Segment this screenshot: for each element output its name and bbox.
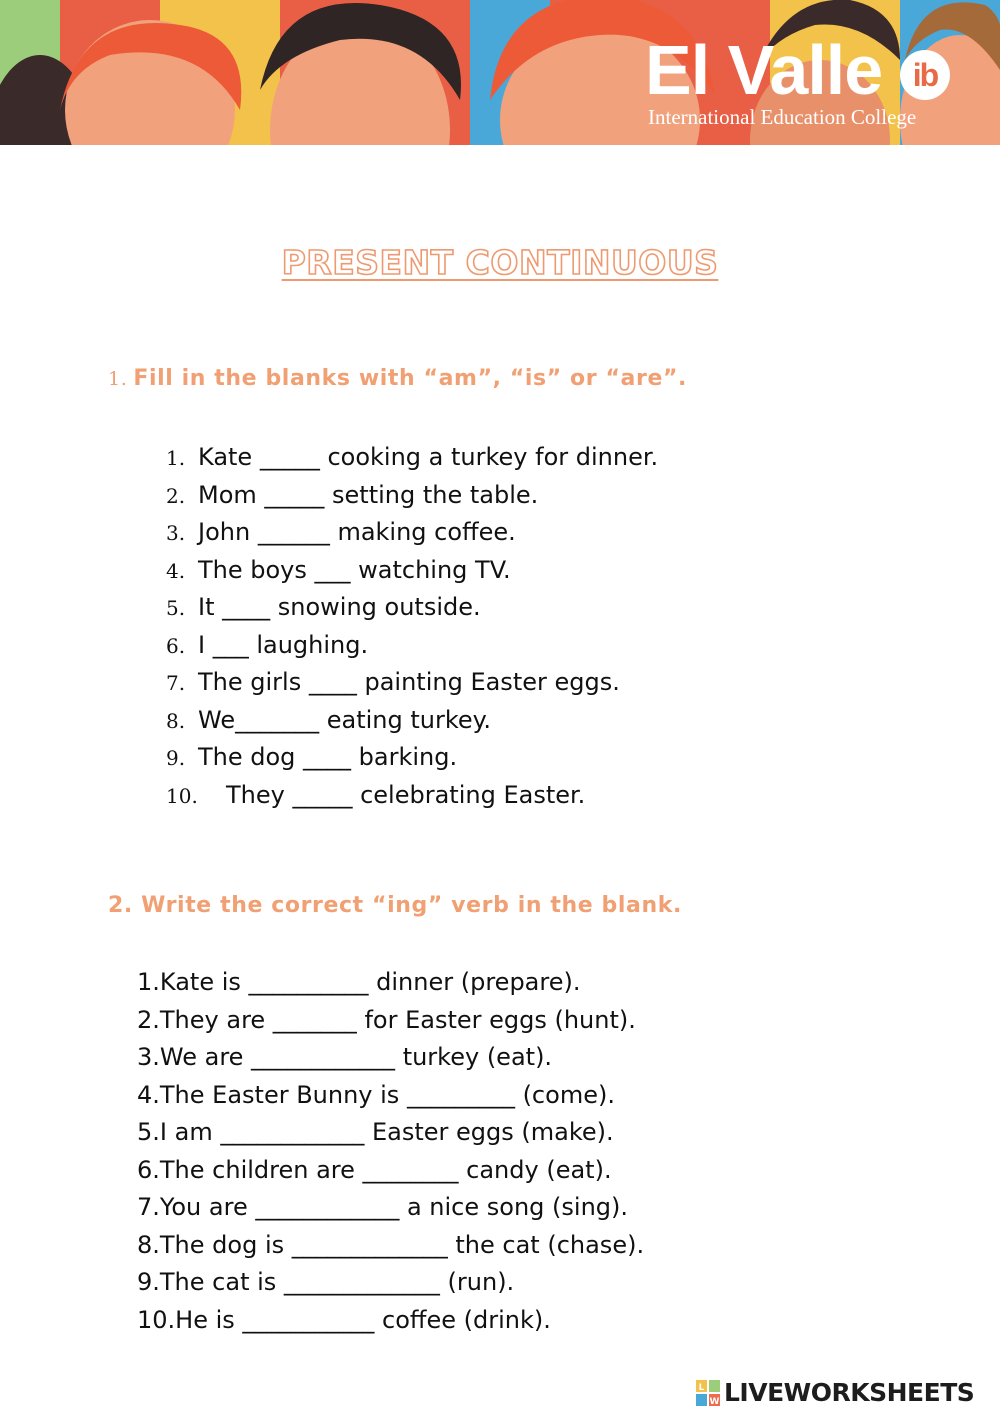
list-item: 2.They are _______ for Easter eggs (hunt). xyxy=(137,1005,636,1034)
item-text: We_______ eating turkey. xyxy=(198,705,492,734)
list-item xyxy=(166,514,658,552)
exercise1-list xyxy=(166,439,658,814)
item-text: It ____ snowing outside. xyxy=(198,593,481,621)
list-item xyxy=(166,589,658,627)
list-item xyxy=(166,477,658,515)
item-number: 10. xyxy=(166,783,198,808)
list-item: 8.The dog is _____________ the cat (chase). xyxy=(137,1230,645,1259)
list-item xyxy=(166,664,658,702)
list-item: 1.Kate is __________ dinner (prepare). xyxy=(137,968,581,996)
liveworksheets-brand: LIVEWORKSHEETS xyxy=(724,1378,975,1407)
item-number: 2. xyxy=(166,483,186,508)
item-text: They _____ celebrating Easter. xyxy=(226,780,586,809)
list-item xyxy=(166,552,658,590)
list-item: 4.The Easter Bunny is _________ (come). xyxy=(137,1080,615,1109)
item-text: The girls ____ painting Easter eggs. xyxy=(198,668,620,696)
list-item: 3.We are ____________ turkey (eat). xyxy=(137,1043,553,1071)
liveworksheets-icon xyxy=(696,1380,720,1406)
item-number: 3. xyxy=(166,521,186,545)
list-item xyxy=(166,702,658,740)
icon-letter-l: L xyxy=(698,1383,705,1393)
list-item xyxy=(166,627,658,665)
item-number: 8. xyxy=(166,708,186,733)
item-number: 1. xyxy=(166,446,186,470)
section2-heading: 2. Write the correct “ing” verb in the blank. xyxy=(108,893,682,918)
section1-heading xyxy=(108,366,687,391)
page-title: PRESENT CONTINUOUS xyxy=(281,243,719,282)
list-item xyxy=(166,739,658,777)
item-number: 6. xyxy=(166,633,186,658)
item-text: Kate _____ cooking a turkey for dinner. xyxy=(198,443,659,471)
ib-badge: ib xyxy=(900,50,950,100)
item-number: 5. xyxy=(166,596,186,620)
item-number: 9. xyxy=(166,746,186,770)
list-item: 6.The children are ________ candy (eat). xyxy=(137,1155,612,1184)
section1-number: 1. xyxy=(108,368,128,390)
item-text: Mom _____ setting the table. xyxy=(198,480,539,509)
exercise2-list xyxy=(137,964,644,1339)
item-text: The dog ____ barking. xyxy=(198,743,458,771)
item-text: John ______ making coffee. xyxy=(198,518,516,546)
item-text: The boys ___ watching TV. xyxy=(198,555,511,584)
icon-letter-w: W xyxy=(709,1397,720,1406)
school-logo xyxy=(645,28,975,138)
list-item: 7.You are ____________ a nice song (sing). xyxy=(137,1193,629,1221)
list-item xyxy=(166,439,658,477)
list-item: 5.I am ____________ Easter eggs (make). xyxy=(137,1118,614,1146)
school-subtitle: International Education College xyxy=(648,105,917,129)
list-item xyxy=(166,777,658,815)
item-number: 4. xyxy=(166,558,186,583)
item-number: 7. xyxy=(166,671,186,695)
list-item: 9.The cat is _____________ (run). xyxy=(137,1268,515,1296)
section1-heading-text: Fill in the blanks with “am”, “is” or “are”. xyxy=(133,366,687,391)
header-banner xyxy=(0,0,1000,145)
item-text: I ___ laughing. xyxy=(198,630,369,659)
list-item: 10.He is ___________ coffee (drink). xyxy=(137,1305,551,1334)
school-name: El Valle xyxy=(645,31,883,109)
